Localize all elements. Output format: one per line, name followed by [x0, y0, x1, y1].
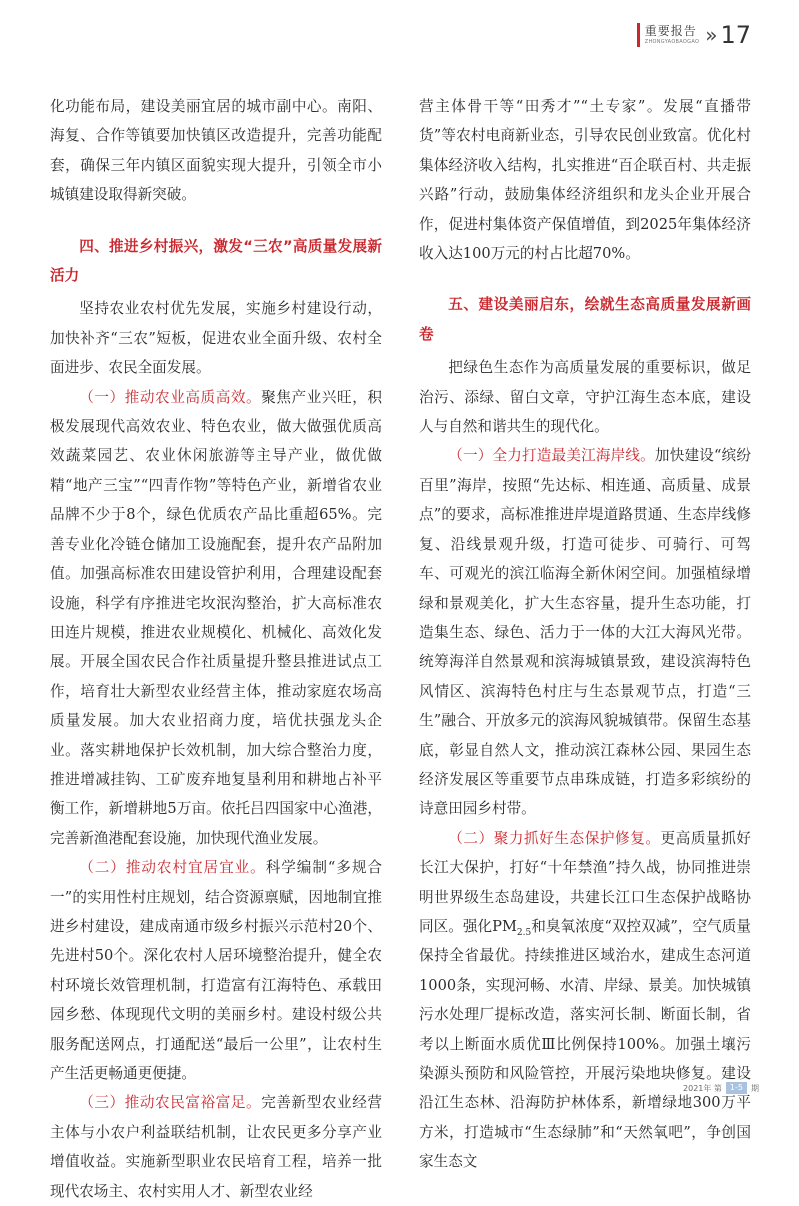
- paragraph: [50, 383, 382, 854]
- issue-number-box: 1-5: [726, 1082, 747, 1094]
- header-text: [645, 25, 699, 45]
- subsection-body: 加快建设“缤纷百里”海岸，按照“先达标、相连通、高质量、成景点”的要求，高标准推进岸堤道路贯通、生态岸线修复、沿线景观升级，打造可徒步、可骑行、可驾车、可观光的滨江临海全新休闲空间。加强植绿增绿和景观美化，扩大生态容量，提升生态功能，打造集生态、绿色、活力于一体的大江大海风光带。统筹海洋自然景观和滨海城镇景致，建设滨海特色风情区、滨海特色村庄与生态景观节点，打造“三生”融合、开放多元的滨海风貌城镇带。保留生态基底，彰显自然人文，推动滨江森林公园、果园生态经济发展区等重要节点串珠成链，打造多彩缤纷的诗意田园乡村带。: [419, 447, 751, 818]
- page-number: 17: [720, 21, 751, 49]
- subsection-title: （二）聚力抓好生态保护修复。: [448, 829, 661, 847]
- section-heading-4: 四、推进乡村振兴，激发“三农”高质量发展新活力: [50, 237, 382, 285]
- paragraph: 坚持农业农村优先发展，实施乡村建设行动，加快补齐“三农”短板，促进农业全面升级、农村全面进步、农民全面发展。: [50, 300, 382, 377]
- subsection-title: （一）全力打造最美江海岸线。: [448, 447, 655, 465]
- subsection-title: （一）推动农业高质高效。: [79, 388, 262, 406]
- right-column: [419, 92, 751, 1177]
- double-chevron-icon: »: [705, 23, 718, 47]
- page-header: [637, 20, 751, 50]
- section-title: 重要报告: [644, 24, 697, 38]
- issue-year-label: 2021年 第: [683, 1083, 722, 1093]
- paragraph: 把绿色生态作为高质量发展的重要标识，做足治污、添绿、留白文章，守护江海生态本底，建设人与自然和谐共生的现代化。: [419, 359, 751, 436]
- header-accent-bar: [637, 23, 640, 47]
- paragraph: [419, 441, 751, 823]
- subsection-body: 完善新型农业经营主体与小农户利益联结机制，让农民更多分享产业增值收益。实施新型职业农民培育工程，培养一批现代农场主、农村实用人才、新型农业经: [50, 1094, 382, 1200]
- subsection-body: 科学编制“多规合一”的实用性村庄规划，结合资源禀赋，因地制宜推进乡村建设，建成南通市级乡村振兴示范村20个、先进村50个。深化农村人居环境整治提升，健全农村环境长效管理机制，打造富有江海特色、承载田园乡愁、体现现代文明的美丽乡村。建设村级公共服务配送网点，打通配送“最后一公里”，让农村生产生活更畅通更便捷。: [50, 859, 382, 1082]
- left-column: [50, 92, 382, 1206]
- section-heading-5: 五、建设美丽启东，绘就生态高质量发展新画卷: [419, 296, 751, 343]
- section-subtitle: ZHONGYAOBAOGAO: [644, 39, 700, 45]
- paragraph: [50, 853, 382, 1088]
- paragraph: [419, 824, 751, 1177]
- subsection-title: （三）推动农民富裕富足。: [79, 1094, 262, 1112]
- paragraph: [50, 1088, 382, 1206]
- page-footer: [683, 1082, 759, 1094]
- paragraph: 化功能布局，建设美丽宜居的城市副中心。南阳、海复、合作等镇要加快镇区改造提升，完善功能配套，确保三年内镇区面貌实现大提升，引领全市小城镇建设取得新突破。: [50, 98, 382, 204]
- subsection-body: 聚焦产业兴旺，积极发展现代高效农业、特色农业，做大做强优质高效蔬菜园艺、农业休闲旅游等主导产业，做优做精“地产三宝”“四青作物”等特色产业，新增省农业品牌不少于8个，绿色优质农产品比重超65%。完善专业化冷链仓储加工设施配套，提升农产品附加值。加强高标准农田建设管护利用，合理建设配套设施，科学有序推进宅坆泯沟整治，扩大高标准农田连片规模，推进农业规模化、机械化、高效化发展。开展全国农民合作社质量提升整县推进试点工作，培育壮大新型农业经营主体，推动家庭农场高质量发展。加大农业招商力度，培优扶强龙头企业。落实耕地保护长效机制，加大综合整治力度，推进增减挂钩、工矿废弃地复垦利用和耕地占补平衡工作，新增耕地5万亩。依托吕四国家中心渔港，完善新渔港配套设施，加快现代渔业发展。: [50, 388, 382, 847]
- paragraph: 营主体骨干等“田秀才”“土专家”。发展“直播带货”等农村电商新业态，引导农民创业致富。优化村集体经济收入结构，扎实推进“百企联百村、共走振兴路”行动，鼓励集体经济组织和龙头企业开展合作，促进村集体资产保值增值，到2025年集体经济收入达100万元的村占比超70%。: [419, 98, 751, 263]
- subsection-title: （二）推动农村宜居宜业。: [79, 859, 266, 877]
- subsection-body: 更高质量抓好长江大保护，打好“十年禁渔”持久战，协同推进崇明世界级生态岛建设，共建长江口生态保护战略协同区。强化PM: [419, 829, 751, 935]
- subscript: 2.5: [516, 927, 532, 938]
- subsection-body: 和臭氧浓度“双控双减”，空气质量保持全省最优。持续推进区域治水，建成生态河道1000条，实现河畅、水清、岸绿、景美。加快城镇污水处理厂提标改造，落实河长制、断面长制，省考以上断面水质优Ⅲ比例保持100%。加强土壤污染源头预防和风险管控，开展污染地块修复。建设沿江生态林、沿海防护林体系，新增绿地300万平方米，打造城市“生态绿肺”和“天然氧吧”，争创国家生态文: [419, 917, 751, 1171]
- issue-suffix: 期: [751, 1083, 759, 1093]
